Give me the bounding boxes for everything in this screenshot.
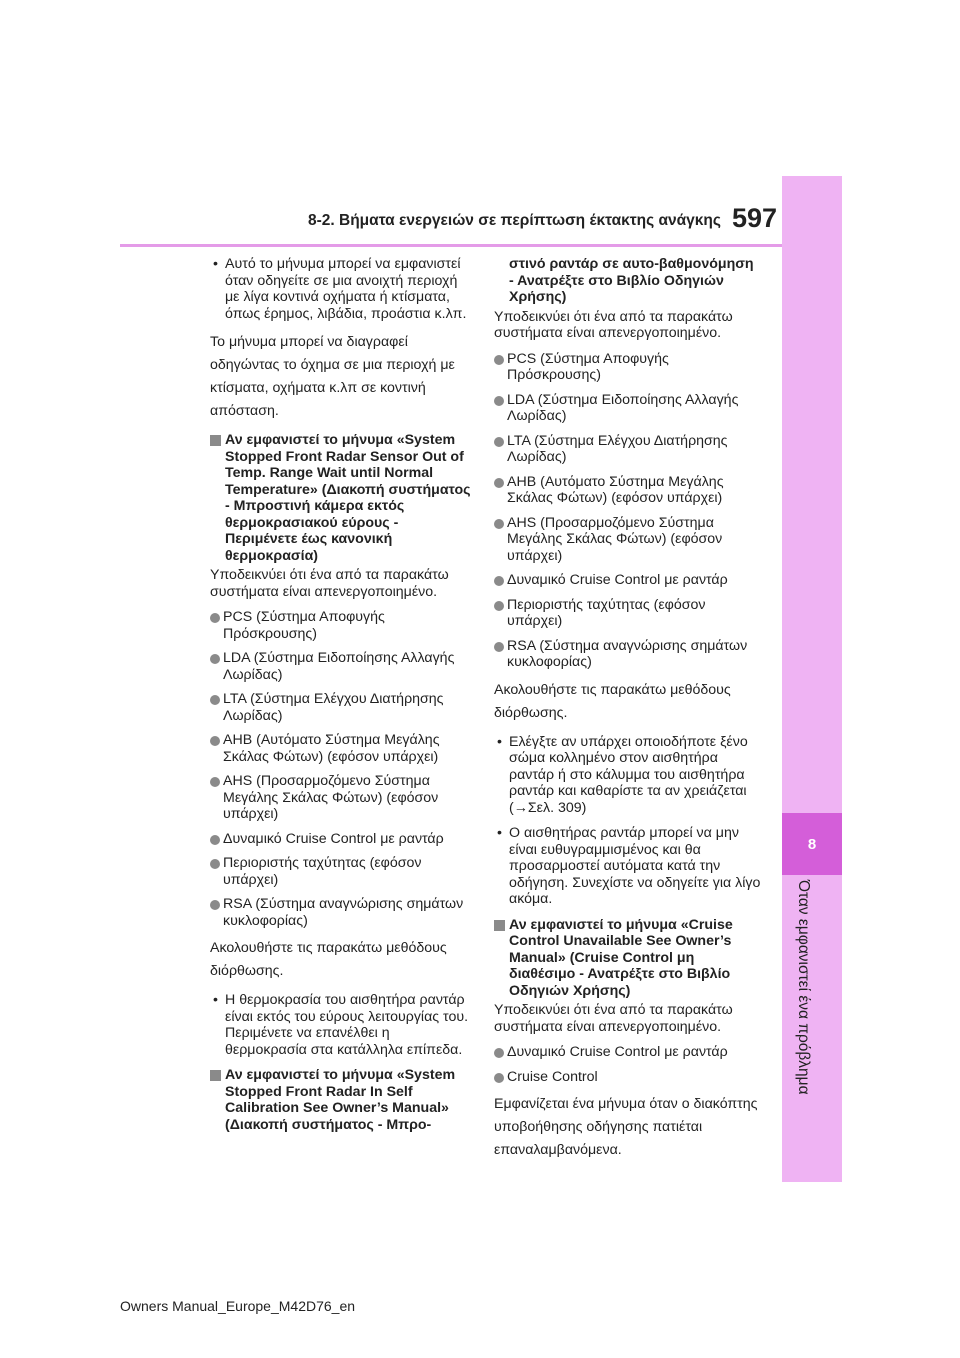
system-item: LDA (Σύστημα Ειδοποίησης Αλλαγής Λωρίδας)	[210, 650, 472, 683]
circle-bullet-icon	[494, 355, 504, 365]
system-item: RSA (Σύστημα αναγνώρισης σημάτων κυκλοφορίας)	[210, 896, 472, 929]
system-item: Δυναμικό Cruise Control με ραντάρ	[494, 572, 762, 589]
system-item: LDA (Σύστημα Ειδοποίησης Αλλαγής Λωρίδας)	[494, 392, 762, 425]
left-column	[210, 256, 472, 1136]
note-bullet: • Ελέγξτε αν υπάρχει οποιοδήποτε ξένο σώμα κολλημένο στον αισθητήρα ραντάρ ή στο κάλυμμα του αισθητήρα ραντάρ και καθαρίστε τα αν χρειάζεται (→Σελ. 309)	[497, 733, 748, 816]
system-item: Δυναμικό Cruise Control με ραντάρ	[210, 831, 472, 848]
system-item: Περιοριστής ταχύτητας (εφόσον υπάρχει)	[210, 855, 472, 888]
paragraph: Το μήνυμα μπορεί να διαγραφεί οδηγώντας το όχημα σε μια περιοχή με κτίσματα, οχήματα κ.λπ σε κοντινή απόσταση.	[210, 334, 455, 419]
circle-bullet-icon	[494, 576, 504, 586]
system-item: RSA (Σύστημα αναγνώρισης σημάτων κυκλοφορίας)	[494, 638, 762, 671]
circle-bullet-icon	[210, 835, 220, 845]
system-item: AHB (Αυτόματο Σύστημα Μεγάλης Σκάλας Φώτων) (εφόσον υπάρχει)	[494, 474, 762, 507]
section-heading: Αν εμφανιστεί το μήνυμα «System Stopped Front Radar In Self Calibration See Owner’s Manual» (Διακοπή συστήματος - Μπρο-	[210, 1067, 472, 1133]
system-item: Δυναμικό Cruise Control με ραντάρ	[494, 1044, 762, 1061]
section-heading: Αν εμφανιστεί το μήνυμα «System Stopped Front Radar Sensor Out of Temp. Range Wait until Normal Temperature» (Διακοπή συστήματος - Μπροστινή κάμερα εκτός θερμοκρασιακού εύρους - Περιμένετε έως κανονική θερμοκρασία)	[210, 432, 472, 564]
section-heading-continued: στινό ραντάρ σε αυτο-βαθμονόμηση - Ανατρέξτε στο Βιβλίο Οδηγιών Χρήσης)	[509, 256, 754, 305]
circle-bullet-icon	[494, 642, 504, 652]
footer-text: Owners Manual_Europe_M42D76_en	[120, 1298, 356, 1314]
chapter-number: 8	[782, 813, 842, 875]
circle-bullet-icon	[494, 396, 504, 406]
paragraph: Ακολουθήστε τις παρακάτω μεθόδους διόρθωσης.	[210, 940, 447, 979]
chapter-title: Όταν εμφανιστεί ένα πρόβλημα	[795, 880, 812, 1095]
system-item: PCS (Σύστημα Αποφυγής Πρόσκρουσης)	[210, 609, 472, 642]
circle-bullet-icon	[210, 900, 220, 910]
system-item: PCS (Σύστημα Αποφυγής Πρόσκρουσης)	[494, 351, 762, 384]
note-bullet: • Η θερμοκρασία του αισθητήρα ραντάρ είναι εκτός του εύρους λειτουργίας του. Περιμένετε να επανέλθει η θερμοκρασία στα κατάλληλα επίπεδα.	[213, 992, 469, 1058]
circle-bullet-icon	[494, 601, 504, 611]
system-item: AHS (Προσαρμοζόμενο Σύστημα Μεγάλης Σκάλας Φώτων) (εφόσον υπάρχει)	[210, 773, 472, 823]
circle-bullet-icon	[494, 437, 504, 447]
square-marker-icon	[494, 920, 505, 931]
circle-bullet-icon	[494, 1073, 504, 1083]
circle-bullet-icon	[494, 478, 504, 488]
paragraph: Εμφανίζεται ένα μήνυμα όταν ο διακόπτης υποβοήθησης οδήγησης πατιέται επαναλαμβανόμενα.	[494, 1096, 758, 1158]
system-item: LTA (Σύστημα Ελέγχου Διατήρησης Λωρίδας)	[210, 691, 472, 724]
paragraph: Υποδεικνύει ότι ένα από τα παρακάτω συστήματα είναι απενεργοποιημένο.	[494, 308, 733, 341]
page-number: 597	[732, 203, 778, 233]
section-heading: Αν εμφανιστεί το μήνυμα «Cruise Control Unavailable See Owner’s Manual» (Cruise Control μη διαθέσιμο - Ανατρέξτε στο Βιβλίο Οδηγιών Χρήσης)	[494, 917, 762, 1000]
circle-bullet-icon	[210, 695, 220, 705]
circle-bullet-icon	[210, 736, 220, 746]
header-rule	[120, 244, 782, 247]
circle-bullet-icon	[210, 777, 220, 787]
note-bullet: • Ο αισθητήρας ραντάρ μπορεί να μην είναι ευθυγραμμισμένος και θα προσαρμοστεί αυτόματα κατά την οδήγηση. Συνεχίστε να οδηγείτε για λίγο ακόμα.	[497, 825, 761, 907]
circle-bullet-icon	[210, 654, 220, 664]
circle-bullet-icon	[210, 613, 220, 623]
system-item: Περιοριστής ταχύτητας (εφόσον υπάρχει)	[494, 597, 762, 630]
paragraph: Ακολουθήστε τις παρακάτω μεθόδους διόρθωσης.	[494, 681, 731, 721]
paragraph: Υποδεικνύει ότι ένα από τα παρακάτω συστήματα είναι απενεργοποιημένο.	[210, 567, 449, 600]
system-item: LTA (Σύστημα Ελέγχου Διατήρησης Λωρίδας)	[494, 433, 762, 466]
section-title: 8-2. Βήματα ενεργειών σε περίπτωση έκτακτης ανάγκης	[308, 212, 721, 229]
note-bullet: • Αυτό το μήνυμα μπορεί να εμφανιστεί όταν οδηγείτε σε μια ανοιχτή περιοχή με λίγα κοντινά οχήματα ή κτίσματα, όπως έρημος, λιβάδια, προάστια κ.λπ.	[213, 256, 467, 322]
circle-bullet-icon	[494, 1048, 504, 1058]
chapter-side-tab	[782, 176, 842, 1182]
paragraph: Υποδεικνύει ότι ένα από τα παρακάτω συστήματα είναι απενεργοποιημένο.	[494, 1002, 733, 1035]
circle-bullet-icon	[494, 519, 504, 529]
square-marker-icon	[210, 1070, 221, 1081]
square-marker-icon	[210, 435, 221, 446]
circle-bullet-icon	[210, 859, 220, 869]
system-item: AHS (Προσαρμοζόμενο Σύστημα Μεγάλης Σκάλας Φώτων) (εφόσον υπάρχει)	[494, 515, 762, 565]
system-item: Cruise Control	[494, 1069, 762, 1086]
right-column	[494, 256, 762, 1171]
system-item: AHB (Αυτόματο Σύστημα Μεγάλης Σκάλας Φώτων) (εφόσον υπάρχει)	[210, 732, 472, 765]
